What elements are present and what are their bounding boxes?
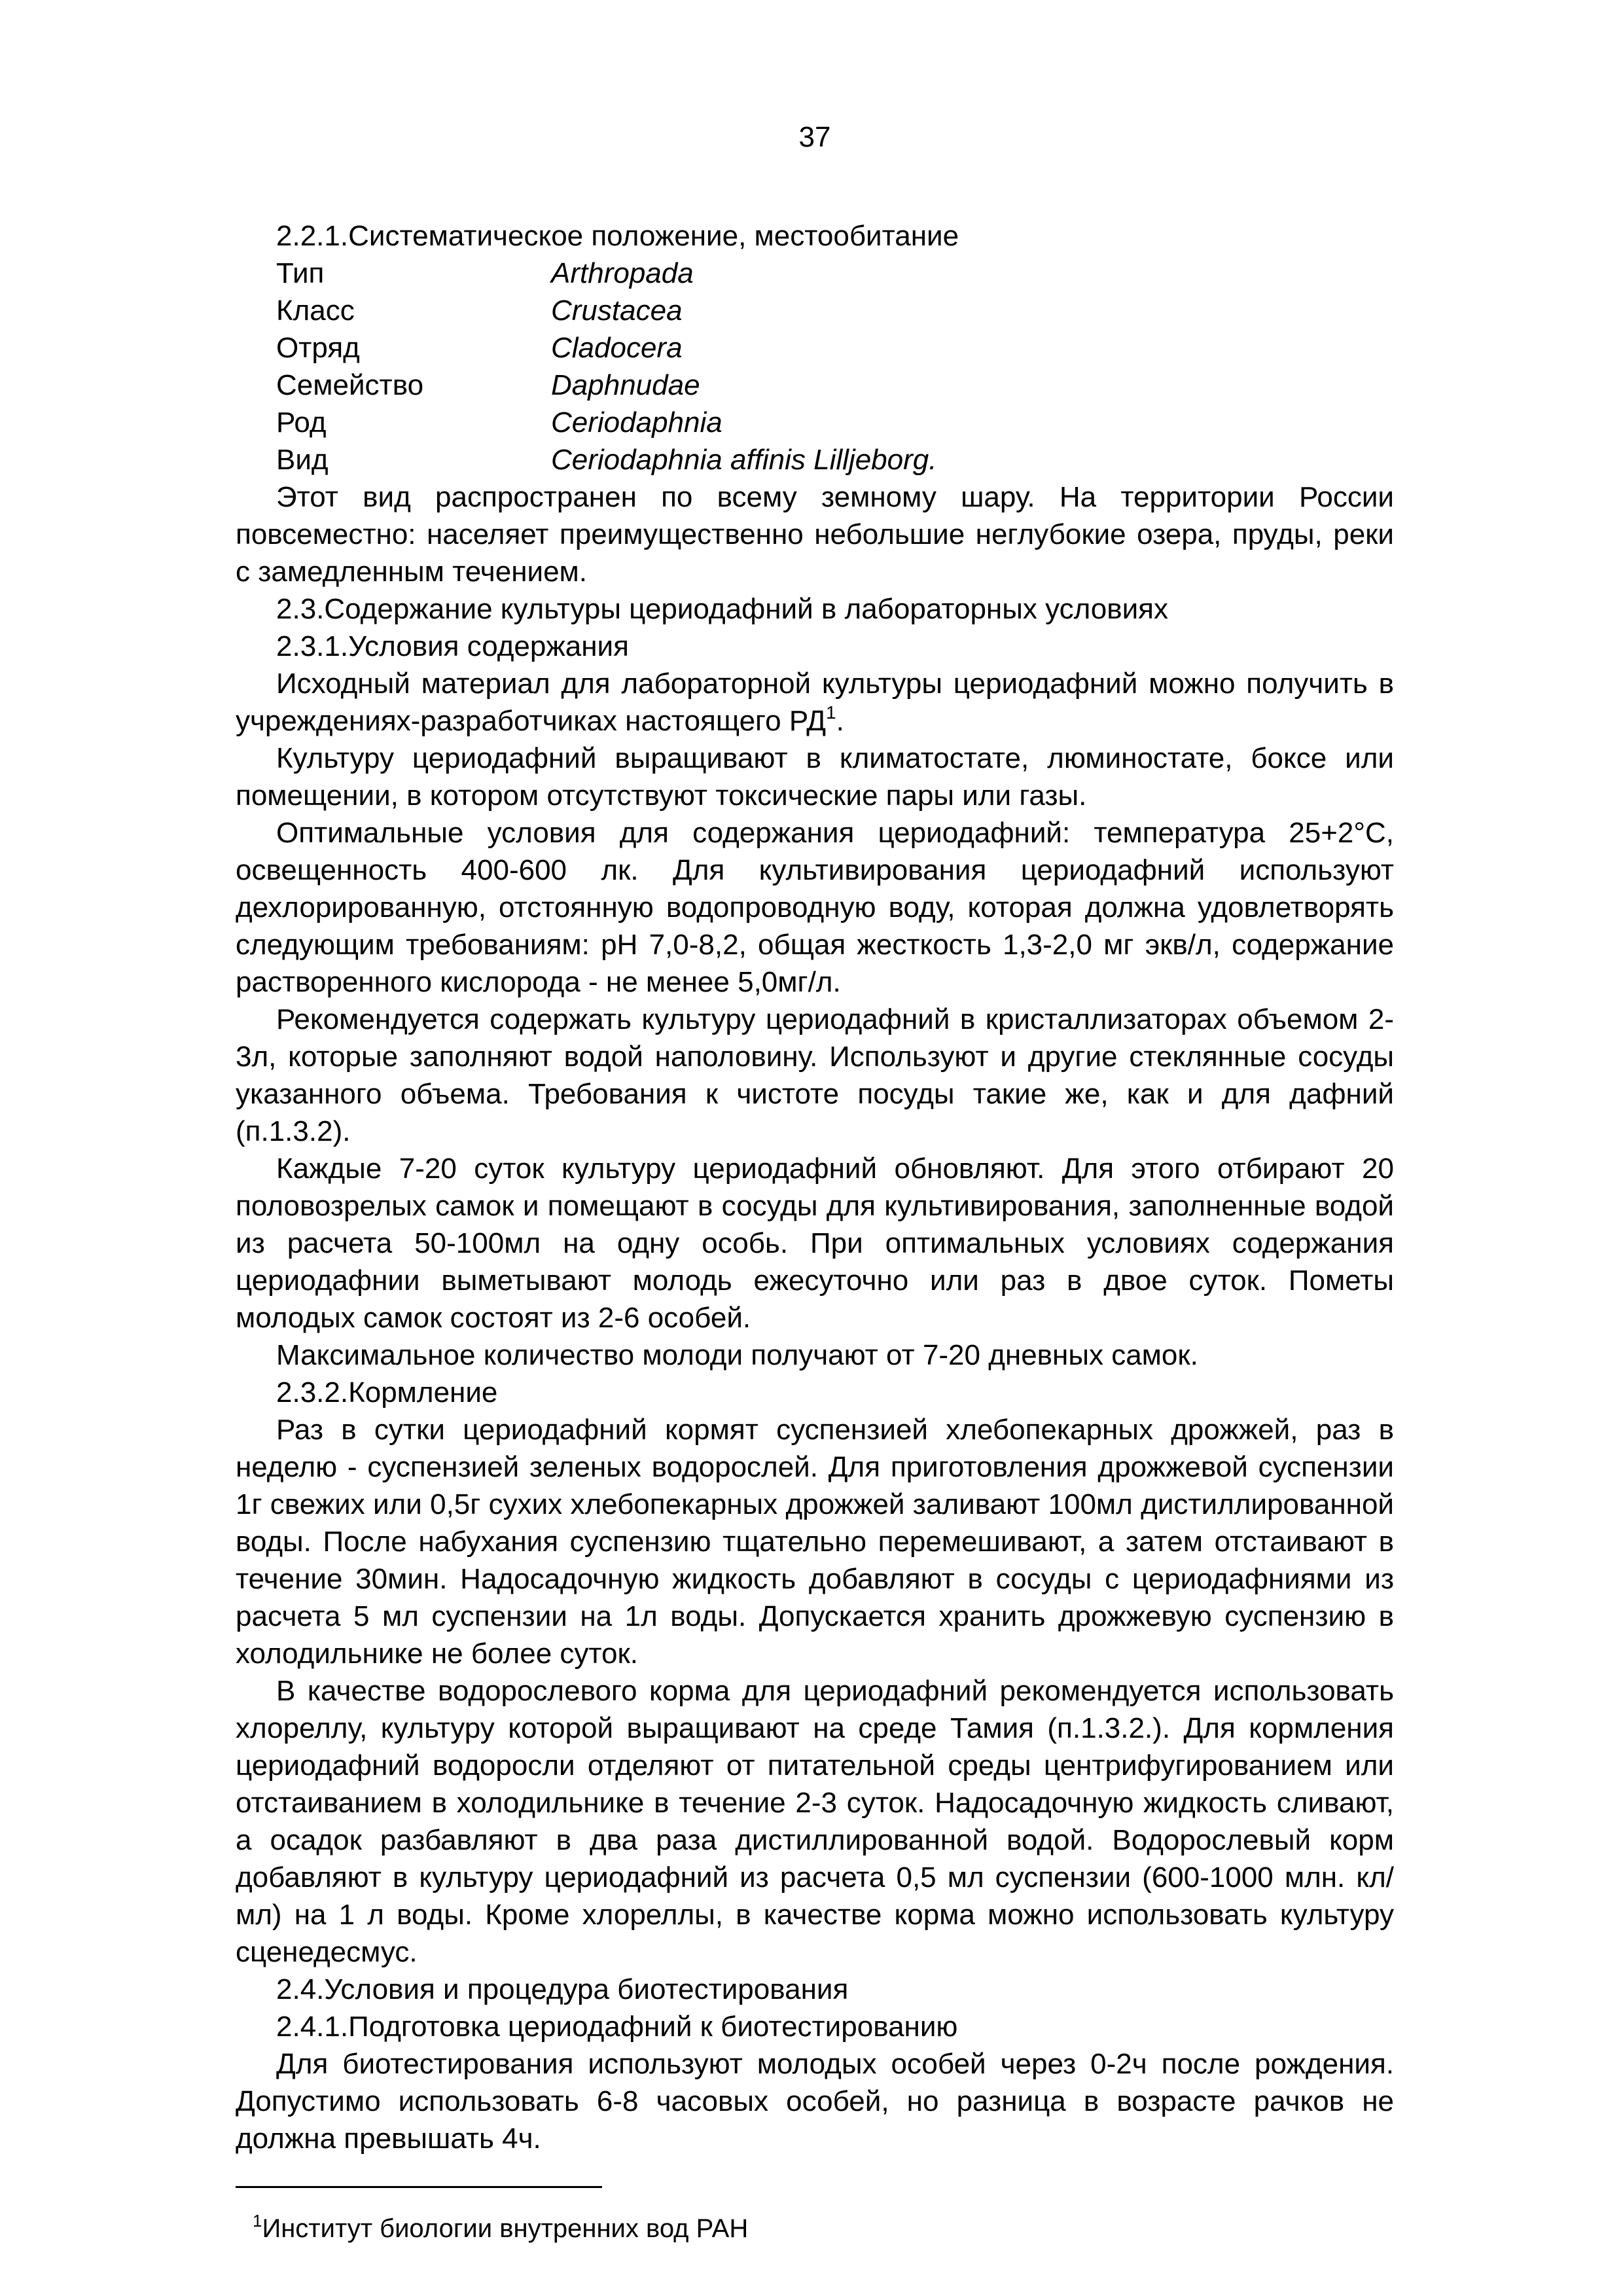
footnote-text: Институт биологии внутренних вод РАН bbox=[262, 2214, 749, 2243]
feeding-yeast-paragraph: Раз в сутки цериодафний кормят суспензией хлебопекарных дрожжей, раз в неделю - суспензией зеленых водорослей. Для приготовления дрожжевой суспензии 1г свежих или 0,5г сухих хлебопекарных дрожжей заливают 100мл дистиллированной воды. После набухания суспензию тщательно перемешивают, а затем отстаивают в течение 30мин. Надосадочную жидкость добавляют в сосуды с цериодафниями из расчета 5 мл суспензии на 1л воды. Допускается хранить дрожжевую суспензию в холодильнике не более суток. bbox=[236, 1414, 1394, 1670]
taxonomy-row bbox=[276, 255, 1394, 292]
section-heading-2-4-1: 2.4.1.Подготовка цериодафний к биотестированию bbox=[276, 2011, 958, 2043]
vessels-paragraph: Рекомендуется содержать культуру цериодафний в кристаллизаторах объемом 2-3л, которые заполняют водой наполовину. Используют и другие стеклянные сосуды указанного объема. Требования к чистоте посуды такие же, как и для дафний (п.1.3.2). bbox=[236, 1003, 1394, 1147]
habitat-paragraph: Этот вид распространен по всему земному шару. На территории России повсеместно: населяет преимущественно небольшие неглубокие озера, пруды, реки с замедленным течением. bbox=[236, 481, 1394, 588]
taxonomy-row bbox=[276, 404, 1394, 441]
footnote-reference: 1 bbox=[826, 702, 836, 723]
taxonomy-row bbox=[276, 367, 1394, 404]
optimal-conditions-paragraph: Оптимальные условия для содержания цериодафний: температура 25+2°С, освещенность 400-600 лк. Для культивирования цериодафний используют дехлорированную, отстоянную водопроводную воду, которая должна удовлетворять следующим требованиям: рН 7,0-8,2, общая жесткость 1,3-2,0 мг экв/л, содержание растворенного кислорода - не менее 5,0мг/л. bbox=[236, 817, 1394, 998]
taxonomy-rank: Вид bbox=[276, 444, 329, 476]
taxonomy-rank: Класс bbox=[276, 295, 355, 327]
section-heading-2-3-1: 2.3.1.Условия содержания bbox=[276, 630, 629, 662]
growing-paragraph: Культуру цериодафний выращивают в климатостате, люминостате, боксе или помещении, в котором отсутствуют токсические пары или газы. bbox=[236, 742, 1394, 812]
source-material-paragraph bbox=[236, 665, 1394, 740]
taxonomy-rank: Семейство bbox=[276, 369, 424, 401]
taxonomy-name: Ceriodaphnia affinis Lilljeborg. bbox=[551, 444, 937, 476]
taxonomy-name: Daphnudae bbox=[551, 369, 700, 401]
page-number: 37 bbox=[798, 121, 831, 153]
footnote-number: 1 bbox=[253, 2211, 262, 2231]
taxonomy-name: Arthropada bbox=[551, 257, 694, 289]
biotest-age-paragraph: Для биотестирования используют молодых особей через 0-2ч после рождения. Допустимо использовать 6-8 часовых особей, но разница в возрасте рачков не должна превышать 4ч. bbox=[236, 2048, 1394, 2155]
taxonomy-rank: Отряд bbox=[276, 332, 360, 364]
taxonomy-rank: Род bbox=[276, 406, 327, 439]
section-heading-2-4: 2.4.Условия и процедура биотестирования bbox=[276, 1973, 849, 2005]
section-heading-2-2-1: 2.2.1.Систематическое положение, местообитание bbox=[276, 220, 959, 252]
taxonomy-name: Ceriodaphnia bbox=[551, 406, 722, 439]
taxonomy-name: Cladocera bbox=[551, 332, 683, 364]
taxonomy-name: Crustacea bbox=[551, 295, 683, 327]
taxonomy-list bbox=[276, 255, 1394, 478]
footnote-divider bbox=[236, 2186, 602, 2188]
taxonomy-rank: Тип bbox=[276, 257, 325, 289]
taxonomy-row bbox=[276, 329, 1394, 367]
taxonomy-row bbox=[276, 292, 1394, 329]
document-page bbox=[236, 118, 1394, 2246]
source-material-end: . bbox=[836, 705, 844, 737]
source-material-text: Исходный материал для лабораторной культуры цериодафний можно получить в учреждениях-разработчиках настоящего РД bbox=[236, 668, 1394, 737]
section-heading-2-3-2: 2.3.2.Кормление bbox=[276, 1376, 498, 1408]
taxonomy-row bbox=[276, 441, 1394, 478]
max-brood-paragraph: Максимальное количество молоди получают от 7-20 дневных самок. bbox=[276, 1339, 1198, 1371]
section-heading-2-3: 2.3.Содержание культуры цериодафний в лабораторных условиях bbox=[276, 593, 1168, 625]
feeding-algae-paragraph: В качестве водорослевого корма для цериодафний рекомендуется использовать хлореллу, культуру которой выращивают на среде Тамия (п.1.3.2.). Для кормления цериодафний водоросли отделяют от питательной среды центрифугированием или отстаиванием в холодильнике в течение 2-3 суток. Надосадочную жидкость сливают, а осадок разбавляют в два раза дистиллированной водой. Водорослевый корм добавляют в культуру цериодафний из расчета 0,5 мл суспензии (600-1000 млн. кл/мл) на 1 л воды. Кроме хлореллы, в качестве корма можно использовать культуру сценедесмус. bbox=[236, 1675, 1394, 1968]
renewal-paragraph: Каждые 7-20 суток культуру цериодафний обновляют. Для этого отбирают 20 половозрелых самок и помещают в сосуды для культивирования, заполненные водой из расчета 50-100мл на одну особь. При оптимальных условиях содержания цериодафнии выметывают молодь ежесуточно или раз в двое суток. Пометы молодых самок состоят из 2-6 особей. bbox=[236, 1153, 1394, 1334]
footnote bbox=[253, 2212, 1394, 2246]
